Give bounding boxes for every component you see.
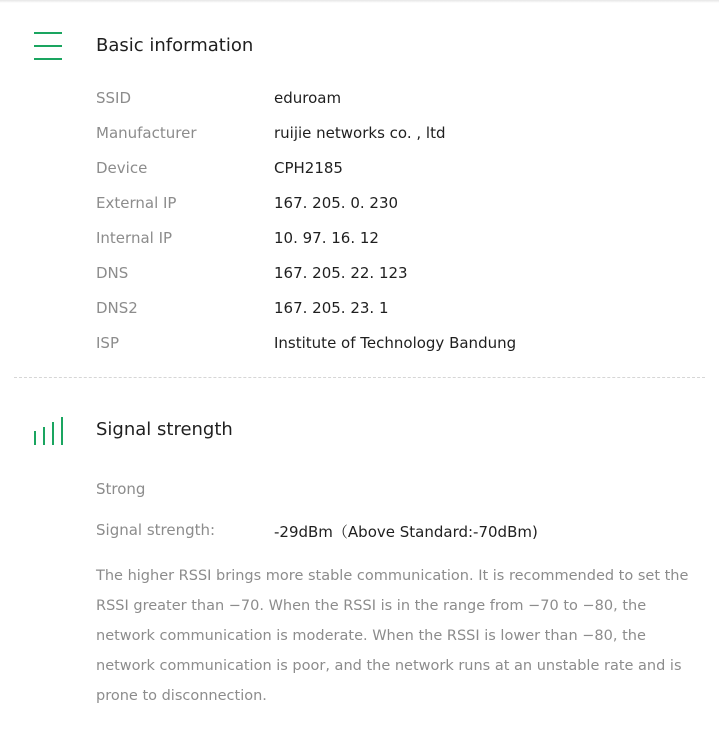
info-value: 167. 205. 0. 230 bbox=[274, 194, 399, 212]
info-value: 10. 97. 16. 12 bbox=[274, 229, 379, 247]
info-value: ruijie networks co. , ltd bbox=[274, 124, 446, 142]
menu-lines-icon bbox=[34, 31, 62, 65]
signal-strength-label: Signal strength: bbox=[96, 521, 216, 539]
signal-bars-icon bbox=[34, 417, 64, 449]
info-value: 167. 205. 22. 123 bbox=[274, 264, 408, 282]
info-label: DNS bbox=[96, 264, 129, 282]
info-value: Institute of Technology Bandung bbox=[274, 334, 517, 352]
info-label: Device bbox=[96, 159, 148, 177]
info-row-dns2 bbox=[0, 299, 719, 334]
info-row-external-ip bbox=[0, 194, 719, 229]
signal-description: The higher RSSI brings more stable communication. It is recommended to set the RSSI greater than −70. When the RSSI is in the range from −70 to −80, the network communication is moderate. When the RSSI is lower than −80, the network communication is poor, and the network runs at an unstable rate and is prone to disconnection. bbox=[96, 568, 689, 704]
info-row-isp bbox=[0, 334, 719, 369]
signal-header bbox=[0, 400, 719, 460]
info-row-ssid bbox=[0, 89, 719, 124]
info-label: Internal IP bbox=[96, 229, 173, 247]
basic-info-header bbox=[0, 0, 719, 80]
info-label: DNS2 bbox=[96, 299, 138, 317]
section-divider bbox=[14, 377, 705, 378]
signal-strength-value: -29dBm（Above Standard:-70dBm) bbox=[274, 523, 538, 541]
info-label: Manufacturer bbox=[96, 124, 197, 142]
info-label: External IP bbox=[96, 194, 177, 212]
info-row-manufacturer bbox=[0, 124, 719, 159]
info-value: 167. 205. 23. 1 bbox=[274, 299, 389, 317]
info-row-internal-ip bbox=[0, 229, 719, 264]
info-row-device bbox=[0, 159, 719, 194]
info-label: SSID bbox=[96, 89, 132, 107]
info-label: ISP bbox=[96, 334, 119, 352]
info-value: CPH2185 bbox=[274, 159, 343, 177]
signal-quality-text: Strong bbox=[96, 480, 146, 498]
info-row-dns bbox=[0, 264, 719, 299]
info-value: eduroam bbox=[274, 89, 342, 107]
basic-info-title: Basic information bbox=[96, 35, 254, 56]
signal-title: Signal strength bbox=[96, 419, 233, 440]
